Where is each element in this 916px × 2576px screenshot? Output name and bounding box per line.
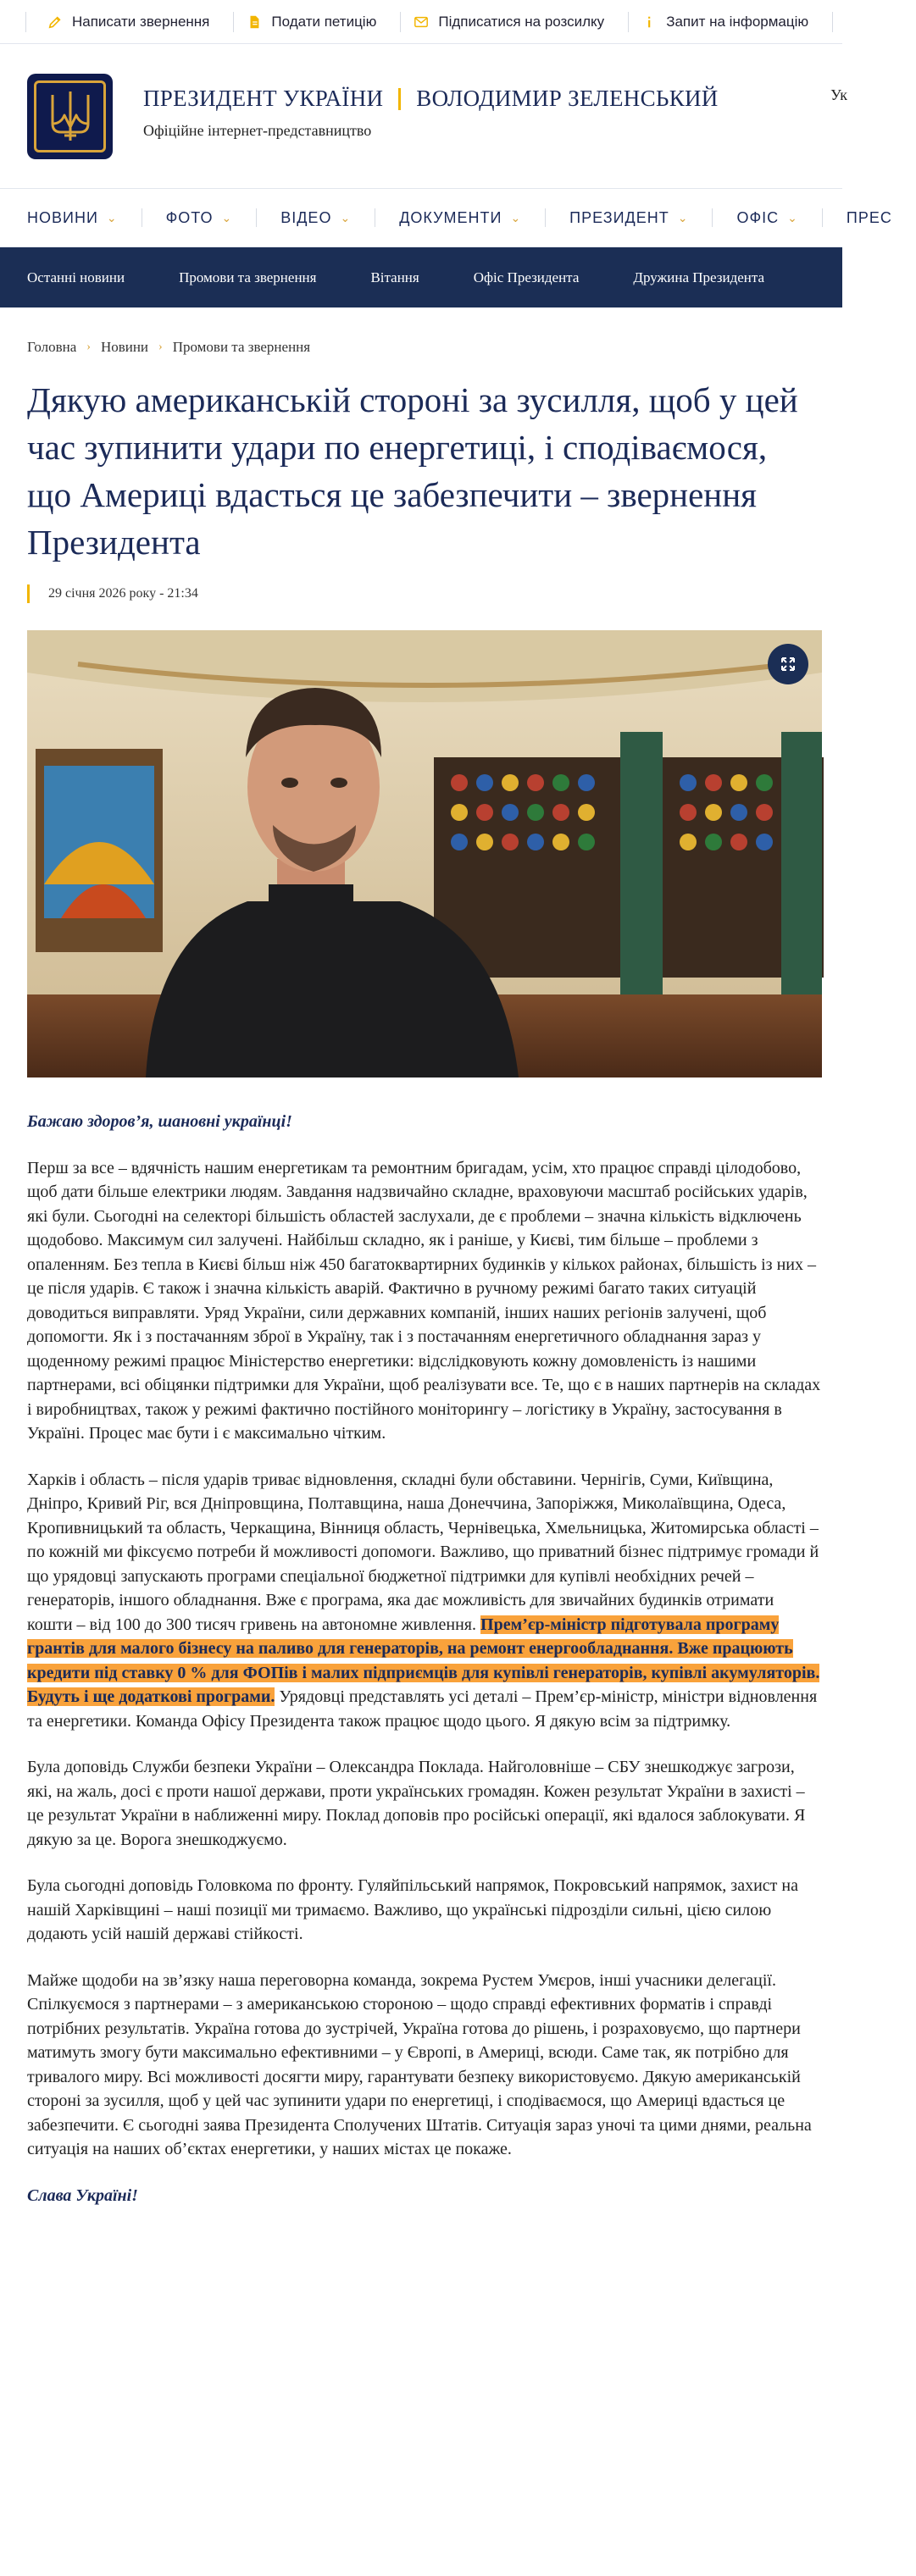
- info-request-link[interactable]: [629, 12, 833, 32]
- breadcrumb-home[interactable]: Головна: [27, 339, 77, 355]
- nav-photo-label: ФОТО: [165, 208, 214, 226]
- chevron-down-icon: ⌄: [510, 210, 522, 224]
- subnav-office[interactable]: Офіс Президента: [473, 269, 580, 285]
- submit-petition-link[interactable]: [234, 12, 401, 32]
- subnav-latest-news[interactable]: Останні новини: [27, 269, 125, 285]
- article-date-row: [27, 584, 822, 603]
- photo-illustration: [27, 630, 822, 1077]
- write-appeal-label: Написати звернення: [72, 13, 210, 30]
- breadcrumb-speeches: Промови та звернення: [172, 339, 311, 355]
- chevron-down-icon: ⌄: [221, 210, 233, 224]
- nav-press-label: ПРЕС: [846, 208, 892, 226]
- nav-photo[interactable]: [166, 208, 258, 227]
- article-title: Дякую американській стороні за зусилля, щоб у цей час зупинити удари по енергетиці, і сподіваємося, що Америці вдасться це забезпечити – звернення Президента: [27, 380, 798, 562]
- expand-photo-button[interactable]: [768, 644, 808, 684]
- chevron-right-icon: ›: [86, 341, 91, 353]
- subscribe-link[interactable]: [401, 12, 629, 32]
- article-greeting: Бажаю здоров’я, шановні українці!: [27, 1112, 292, 1131]
- brand-block: [143, 86, 719, 140]
- document-icon: [246, 14, 263, 30]
- article-paragraph: Була сьогодні доповідь Головкома по фронту. Гуляйпільський напрямок, Покровський напрямок, захист на нашій Харківщині – наші позиції ми тримаємо. Важливо, що українські підрозділи сильні, цією силою додають усій нашій державі стійкості.: [27, 1876, 798, 1943]
- article-paragraph: Була доповідь Служби безпеки України – Олександра Поклада. Найголовніше – СБУ знешкоджує загрози, які, на жаль, досі є проти нашої держави, проти українських громадян. Кожен результат України в захисті – це результат України в наближенні миру. Поклад доповів про російські операції, які вдалося заблокувати. Я дякую за це. Ворога знешкоджуємо.: [27, 1758, 806, 1849]
- chevron-down-icon: ⌄: [677, 210, 689, 224]
- nav-office-label: ОФІС: [736, 208, 780, 226]
- paragraph-text: Урядовці представлять усі деталі – Прем’єр-міністр, міністри відновлення та енергетики. Команда Офісу Президента також працює щодо цього. Я дякую всім за підтримку.: [27, 1687, 818, 1731]
- info-icon: [641, 14, 658, 30]
- article-paragraph: Майже щодоби на зв’язку наша переговорна команда, зокрема Рустем Умєров, інші учасники делегації. Спілкуємося з партнерами – з американською стороною – щодо справді ефективних форматів і справді потрібних результатів. Україна готова до зустрічей, Україна готова до рішень, і розраховуємо, що партнери матимуть змогу бути максимально ефективними – у Європі, в Америці, всюди. Саме так, як потрібно для тривалого миру. Всі можливості досягти миру, гарантувати безпеку використовуємо. Дякую американській стороні за зусилля, щоб у цей час зупинити удари по енергетиці, і сподіваємося, що Америці вдасться це забезпечити. Є сьогодні заява Президента Сполучених Штатів. Ситуація зараз уночі та цими днями, реальна ситуація на наших об’єктах енергетики, у наших містах це покаже.: [27, 1970, 812, 2158]
- title-name: ВОЛОДИМИР ЗЕЛЕНСЬКИЙ: [416, 86, 719, 111]
- trident-logo[interactable]: [27, 74, 113, 159]
- pencil-icon: [47, 14, 64, 30]
- submit-petition-label: Подати петицію: [271, 13, 377, 30]
- breadcrumb: [27, 339, 822, 356]
- language-switch[interactable]: Ук: [830, 86, 847, 103]
- main-nav: [0, 188, 892, 247]
- chevron-down-icon: ⌄: [106, 210, 118, 224]
- article-closing: Слава Україні!: [27, 2185, 138, 2205]
- chevron-right-icon: ›: [158, 341, 163, 353]
- write-appeal-link[interactable]: [25, 12, 234, 32]
- info-request-label: Запит на інформацію: [666, 13, 809, 30]
- sub-nav: [0, 247, 842, 307]
- site-header: [0, 44, 847, 188]
- article-body: [27, 1110, 822, 2208]
- article-paragraph: [27, 1468, 822, 1734]
- title-president: ПРЕЗИДЕНТ УКРАЇНИ: [143, 86, 384, 111]
- site-subtitle: Офіційне інтернет-представництво: [143, 122, 372, 139]
- article-photo[interactable]: [27, 630, 822, 1077]
- trident-icon: [46, 86, 95, 146]
- nav-president-label: ПРЕЗИДЕНТ: [569, 208, 669, 226]
- subnav-greetings[interactable]: Вітання: [370, 269, 419, 285]
- site-title[interactable]: [143, 86, 719, 112]
- nav-video[interactable]: [280, 208, 375, 227]
- nav-president[interactable]: [569, 208, 713, 227]
- title-separator: [398, 88, 401, 110]
- nav-news-label: НОВИНИ: [27, 208, 98, 226]
- breadcrumb-news[interactable]: Новини: [100, 339, 149, 355]
- subnav-first-lady[interactable]: Дружина Президента: [633, 269, 765, 285]
- paragraph-text: Харків і область – після ударів триває відновлення, складні були обставини. Чернігів, Суми, Київщина, Дніпро, Кривий Ріг, вся Дніпровщина, Полтавщина, наша Донеччина, Запоріжжя, Миколаївщина, Одеса, Кропивницький та область, Черкащина, Вінниця область, Чернівецька, Хмельницька, Житомирська області – по кожній ми фіксуємо потреби й можливості допомоги. Важливо, що приватний бізнес підтримує громади й що урядовці запускають програми спеціальної бюджетної підтримки для купівлі необхідних речей – генераторів, іншого обладнання. Вже є програма, яка дає можливість для звичайних будинків отримати кошти – від 100 до 300 тисяч гривень на автономне живлення.: [27, 1470, 819, 1634]
- nav-press[interactable]: [847, 208, 916, 227]
- chevron-down-icon: ⌄: [340, 210, 352, 224]
- main-content: [0, 339, 842, 2208]
- chevron-down-icon: ⌄: [787, 210, 798, 224]
- mail-icon: [413, 14, 430, 30]
- nav-news[interactable]: [27, 208, 142, 227]
- nav-video-label: ВІДЕО: [280, 208, 332, 226]
- date-accent-bar: [27, 584, 30, 603]
- logo-frame: [34, 80, 106, 152]
- nav-office[interactable]: [736, 208, 822, 227]
- highlighted-text: Прем’єр-міністр підготувала програму грантів для малого бізнесу на паливо для генераторів, на ремонт енергообладнання. Вже працюють кредити під ставку 0 % для ФОПів і малих підприємців для купівлі генераторів, купівлі акумуляторів. Будуть і ще додаткові програми.: [27, 1615, 820, 1706]
- nav-documents-label: ДОКУМЕНТИ: [399, 208, 502, 226]
- article-date: 29 січня 2026 року - 21:34: [48, 586, 198, 601]
- subscribe-label: Підписатися на розсилку: [438, 13, 605, 30]
- nav-documents[interactable]: [399, 208, 546, 227]
- article-paragraph: Перш за все – вдячність нашим енергетикам та ремонтним бригадам, усім, хто працює справді цілодобово, щоб дати більше електрики людям. Завдання надзвичайно складне, враховуючи масштаб російських ударів, які були. Сьогодні на селекторі більшість областей заслухали, де є проблеми – значна кількість відключень щодобово. Максимум сил залучені. Найбільш складно, як і раніше, у Києві, тим більше – проблеми з опаленням. Без тепла в Києві більш ніж 450 багатоквартирних будинків у кількох районах, більшість із них – це після ударів. Є також і значна кількість аварій. Фактично в ручному режимі багато таких ситуацій доводиться виправляти. Уряд України, сили державних компаній, інших наших регіонів залучені, щоб допомогти. Як і з постачанням зброї в Україну, так і з постачанням енергетичного обладнання зараз у щоденному режимі працює Міністерство енергетики: відслідковують кожну домовленість із нашими партнерами, всі обіцянки підтримки для України, щоб реалізувати все. Те, що є в наших партнерів на складах і виробництвах, також у режимі фактично постійного моніторингу – логістику в Україну, застосування в Україні. Процес має бути і є максимально чітким.: [27, 1158, 821, 1443]
- subnav-speeches[interactable]: Промови та звернення: [179, 269, 317, 285]
- expand-icon: [780, 656, 797, 673]
- utility-bar: [0, 0, 842, 44]
